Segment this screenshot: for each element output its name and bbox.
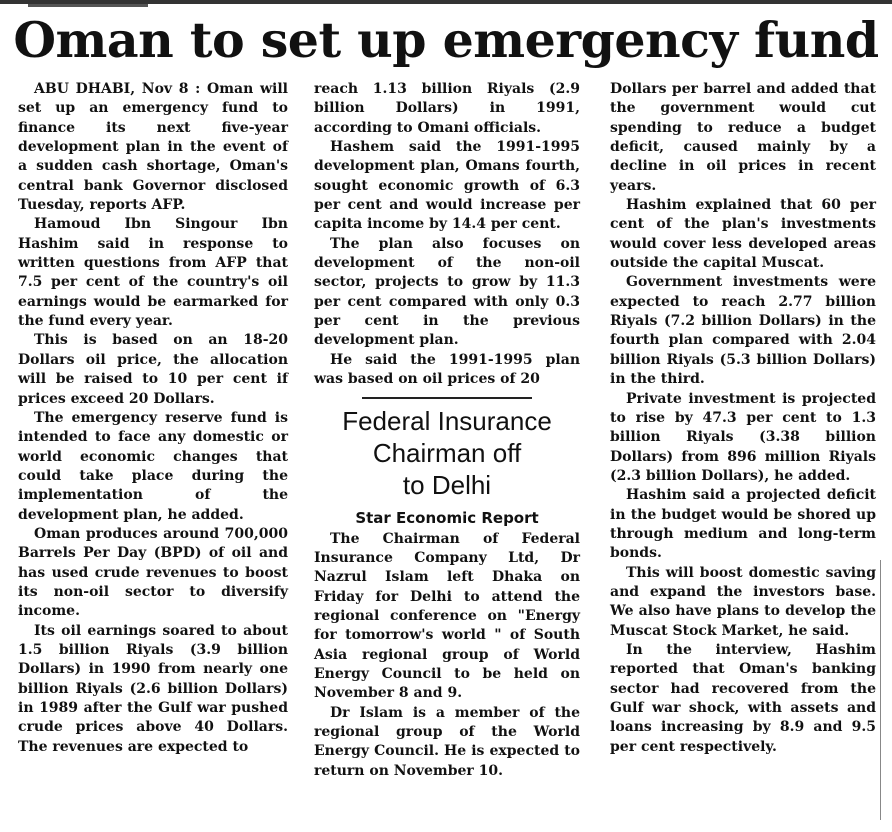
top-rule-stub <box>28 4 148 7</box>
inset-paragraph: The Chairman of Federal Insurance Company Ltd, Dr Nazrul Islam left Dhaka on Friday for Delhi to attend the regional conference on "Energy for tomorrow's world " of South Asia regional group of World Energy Council to be held on November 8 and 9. <box>314 530 580 702</box>
article-headline: Oman to set up emergency fund <box>13 11 879 69</box>
page-edge-rule <box>880 560 881 820</box>
article-paragraph: Dollars per barrel and added that the government would cut spending to reduce a budget deficit, caused mainly by a decline in oil prices in recent years. <box>610 81 876 194</box>
inset-story <box>314 405 580 781</box>
article-paragraph: The emergency reserve fund is intended to face any domestic or world economic changes that could take place during the implementation of the development plan, he added. <box>18 409 288 523</box>
article-paragraph: reach 1.13 billion Riyals (2.9 billion Dollars) in 1991, according to Omani officials. <box>314 81 580 136</box>
article-paragraph: Oman produces around 700,000 Barrels Per Day (BPD) of oil and has used crude revenues to boost its non-oil sector to diversify income. <box>18 525 288 620</box>
article-paragraph: The plan also focuses on development of the non-oil sector, projects to grow by 11.3 per cent compared with only 0.3 per cent in the previous development plan. <box>314 235 580 349</box>
article-column-1 <box>18 80 288 757</box>
inset-divider <box>362 397 532 399</box>
article-paragraph: ABU DHABI, Nov 8 : Oman will set up an emergency fund to finance its next five-year development plan in the event of a sudden cash shortage, Oman's central bank Governor disclosed Tuesday, reports AFP. <box>18 81 289 214</box>
article-paragraph: This is based on an 18-20 Dollars oil price, the allocation will be raised to 10 per cent if prices exceed 20 Dollars. <box>18 332 288 407</box>
inset-byline: Star Economic Report <box>355 508 539 527</box>
article-paragraph: Hashim said a projected deficit in the budget would be shored up through medium and long-term bonds. <box>610 487 876 562</box>
article-paragraph: In the interview, Hashim reported that Oman's banking sector had recovered from the Gulf war shock, with assets and loans increasing by 8.9 and 9.5 per cent respectively. <box>610 641 876 755</box>
inset-paragraph: Dr Islam is a member of the regional group of the World Energy Council. He is expected to return on November 10. <box>314 704 580 779</box>
article-column-2 <box>314 80 580 781</box>
article-paragraph: He said the 1991-1995 plan was based on oil prices of 20 <box>314 351 580 388</box>
dateline: ABU DHABI, Nov 8 : <box>34 81 201 97</box>
inset-headline: Federal Insurance Chairman off to Delhi <box>342 405 552 500</box>
article-paragraph: This will boost domestic saving and expand the investors base. We also have plans to develop the Muscat Stock Market, he said. <box>610 564 876 639</box>
article-paragraph: Hashim explained that 60 per cent of the plan's investments would cover less developed areas outside the capital Muscat. <box>610 197 876 272</box>
article-paragraph: Government investments were expected to reach 2.77 billion Riyals (7.2 billion Dollars) in the fourth plan compared with 2.04 billion Riyals (5.3 billion Dollars) in the third. <box>610 274 876 388</box>
article-paragraph: Private investment is projected to rise by 47.3 per cent to 1.3 billion Riyals (3.38 billion Dollars) from 896 million Riyals (2.3 billion Dollars), he added. <box>610 390 876 484</box>
article-paragraph: Hamoud Ibn Singour Ibn Hashim said in response to written questions from AFP that 7.5 per cent of the country's oil earnings would be earmarked for the fund every year. <box>18 216 288 330</box>
article-paragraph: Hashem said the 1991-1995 development plan, Omans fourth, sought economic growth of 6.3 per cent and would increase per capita income by 14.4 per cent. <box>314 139 580 233</box>
article-paragraph: Its oil earnings soared to about 1.5 billion Riyals (3.9 billion Dollars) in 1990 from nearly one billion Riyals (2.6 billion Dollars) in 1989 after the Gulf war pushed crude prices above 40 Dollars. The revenues are expected to <box>18 622 288 755</box>
article-column-3 <box>610 80 876 757</box>
